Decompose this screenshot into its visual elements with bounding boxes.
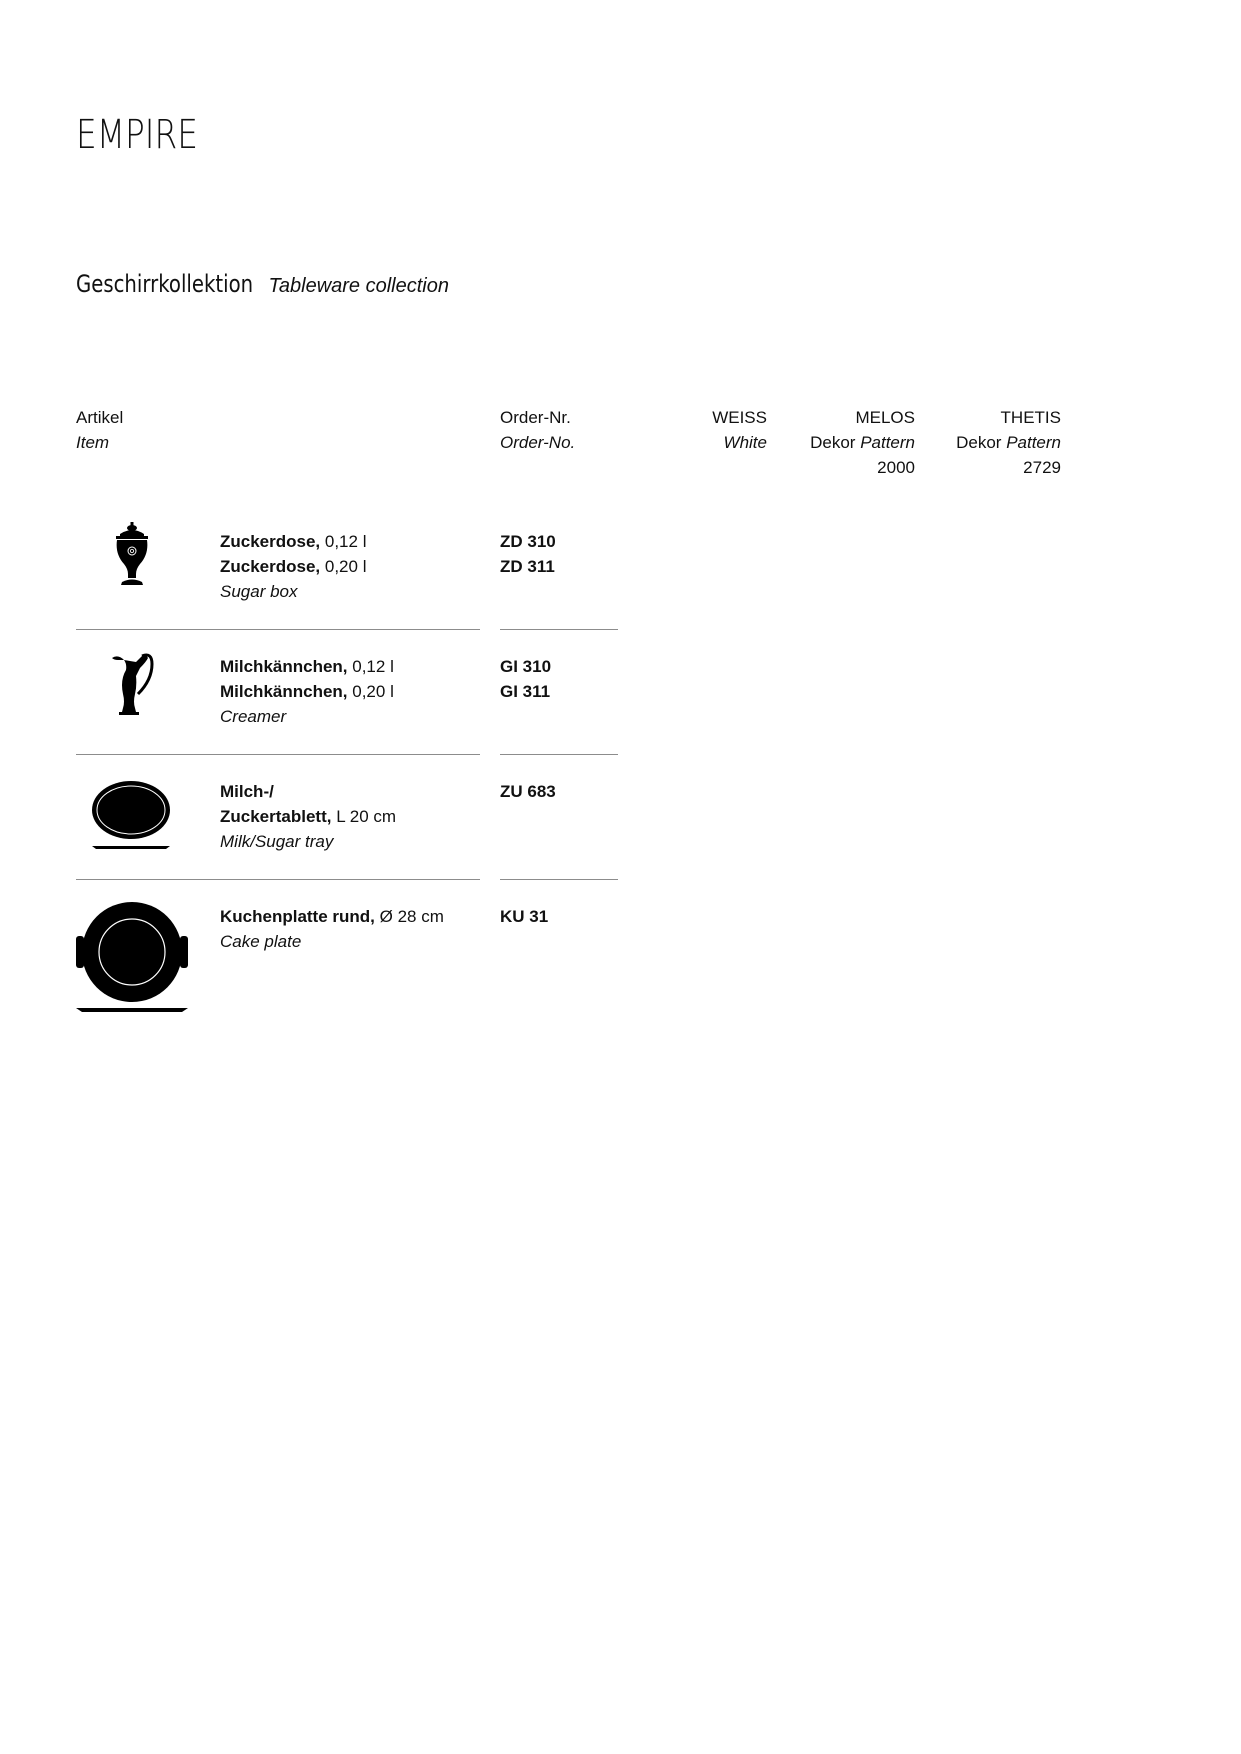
order-numbers [500, 654, 551, 704]
product-description [220, 529, 366, 604]
subtitle-german: Geschirrkollektion [76, 270, 254, 298]
order-number: ZD 311 [500, 557, 555, 576]
column-header-thetis [956, 405, 1061, 480]
row-divider [76, 754, 480, 755]
column-header-thetis-number: 2729 [1023, 458, 1061, 477]
column-header-order [500, 405, 575, 455]
column-header-item [76, 405, 123, 455]
column-header-melos [810, 405, 915, 480]
product-line: Zuckerdose, 0,12 l [220, 532, 367, 551]
row-divider [500, 754, 618, 755]
sugar-box-icon [110, 522, 154, 590]
row-divider [76, 629, 480, 630]
row-divider [500, 629, 618, 630]
order-numbers [500, 529, 556, 579]
order-number: GI 310 [500, 657, 552, 676]
melos-pattern-label: Pattern [860, 433, 915, 452]
column-header-melos-number: 2000 [877, 458, 915, 477]
product-description [220, 779, 396, 854]
order-numbers [500, 904, 548, 929]
column-header-weiss-en: White [723, 433, 767, 452]
column-header-order-en: Order-No. [500, 433, 576, 452]
thetis-pattern-label: Pattern [1006, 433, 1061, 452]
column-header-item-de: Artikel [76, 408, 124, 427]
column-header-thetis-name: THETIS [1000, 408, 1061, 427]
product-line: Milchkännchen, 0,12 l [220, 657, 394, 676]
order-number: ZU 683 [500, 782, 556, 801]
collection-subtitle [76, 270, 449, 298]
column-header-weiss-name: WEISS [712, 408, 767, 427]
round-cake-plate-icon [76, 898, 188, 1016]
column-header-melos-name: MELOS [855, 408, 915, 427]
product-english-name: Sugar box [220, 582, 298, 601]
row-divider [500, 879, 618, 880]
product-line: Zuckerdose, 0,20 l [220, 557, 367, 576]
order-number: KU 31 [500, 907, 549, 926]
product-line: Zuckertablett, L 20 cm [220, 807, 397, 826]
column-header-weiss [712, 405, 767, 455]
column-header-melos-pattern [810, 430, 915, 455]
row-divider [76, 879, 480, 880]
creamer-icon [106, 650, 156, 718]
oval-tray-icon [90, 779, 172, 851]
column-header-item-en: Item [76, 433, 110, 452]
product-description [220, 904, 444, 954]
melos-dekor-label: Dekor [810, 433, 856, 452]
product-line: Kuchenplatte rund, Ø 28 cm [220, 907, 444, 926]
page-title: EMPIRE [76, 112, 199, 158]
column-header-thetis-pattern [956, 430, 1061, 455]
order-numbers [500, 779, 556, 804]
product-english-name: Cake plate [220, 932, 302, 951]
product-line: Milch-/ [220, 782, 274, 801]
product-english-name: Milk/Sugar tray [220, 832, 334, 851]
subtitle-english: Tableware collection [268, 275, 449, 297]
column-header-order-de: Order-Nr. [500, 408, 571, 427]
thetis-dekor-label: Dekor [956, 433, 1002, 452]
order-number: ZD 310 [500, 532, 556, 551]
product-description [220, 654, 394, 729]
product-english-name: Creamer [220, 707, 287, 726]
order-number: GI 311 [500, 682, 551, 701]
product-line: Milchkännchen, 0,20 l [220, 682, 394, 701]
